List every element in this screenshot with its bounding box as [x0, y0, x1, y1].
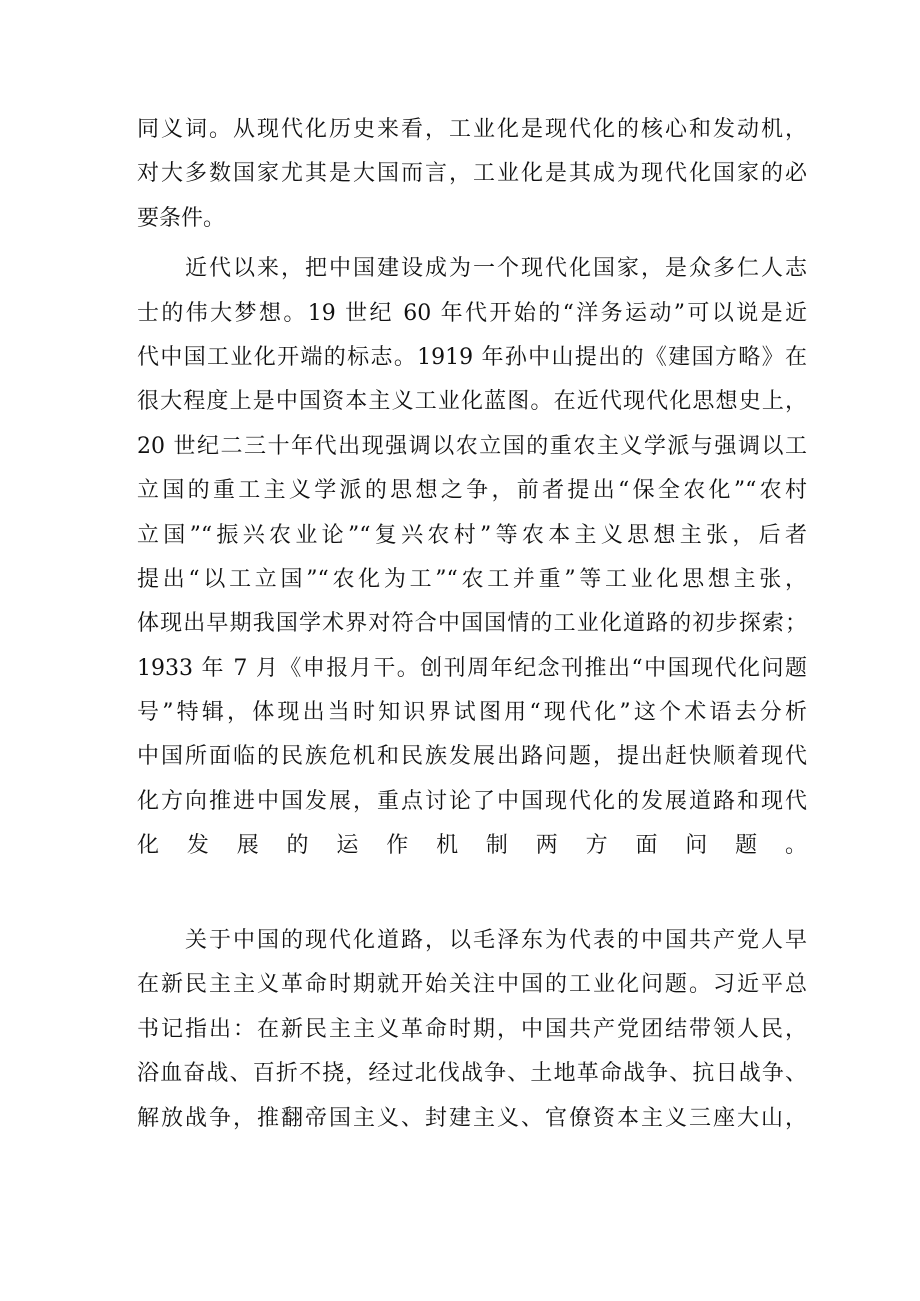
text-line: 立国”“振兴农业论”“复兴农村”等农本主义思想主张，后者 [137, 522, 807, 548]
text-line: 20 世纪二三十年代出现强调以农立国的重农主义学派与强调以工 [137, 433, 807, 459]
text-line: 近代以来，把中国建设成为一个现代化国家，是众多仁人志 [185, 256, 807, 282]
paragraph-2 [137, 247, 807, 913]
text-line: 立国的重工主义学派的思想之争，前者提出“保全农化”“农村 [137, 478, 807, 504]
paragraph-1 [137, 108, 807, 241]
text-line: 同义词。从现代化历史来看，工业化是现代化的核心和发动机， [137, 117, 807, 142]
text-line: 1933 年 7 月《申报月干。创刊周年纪念刊推出“中国现代化问题 [137, 655, 807, 681]
text-line: 在新民主主义革命时期就开始关注中国的工业化问题。习近平总 [137, 972, 807, 998]
text-line: 代中国工业化开端的标志。1919 年孙中山提出的《建国方略》在 [137, 344, 807, 370]
text-line: 很大程度上是中国资本主义工业化蓝图。在近代现代化思想史上， [137, 389, 807, 415]
text-line: 中国所面临的民族危机和民族发展出路问题，提出赶快顺着现代 [137, 744, 807, 770]
text-line: 化发展的运作机制两方面问题。 [137, 833, 807, 859]
text-line: 关于中国的现代化道路，以毛泽东为代表的中国共产党人早 [185, 928, 807, 954]
text-line: 要条件。 [137, 205, 226, 231]
text-line: 解放战争，推翻帝国主义、封建主义、官僚资本主义三座大山， [137, 1105, 807, 1131]
paragraph-3 [137, 919, 807, 1141]
text-line: 提出“以工立国”“农化为工”“农工并重”等工业化思想主张， [137, 566, 807, 592]
text-line: 士的伟大梦想。19 世纪 60 年代开始的“洋务运动”可以说是近 [137, 300, 807, 326]
text-line: 书记指出：在新民主主义革命时期，中国共产党团结带领人民， [137, 1016, 807, 1042]
text-line: 体现出早期我国学术界对符合中国国情的工业化道路的初步探索； [137, 611, 807, 637]
text-line: 浴血奋战、百折不挠，经过北伐战争、土地革命战争、抗日战争、 [137, 1061, 807, 1087]
text-line: 号”特辑，体现出当时知识界试图用“现代化”这个术语去分析 [137, 700, 807, 726]
text-line: 对大多数国家尤其是大国而言，工业化是其成为现代化国家的必 [137, 161, 807, 187]
text-line: 化方向推进中国发展，重点讨论了中国现代化的发展道路和现代 [137, 788, 807, 814]
body-text [137, 108, 807, 1141]
text-line [137, 869, 807, 913]
